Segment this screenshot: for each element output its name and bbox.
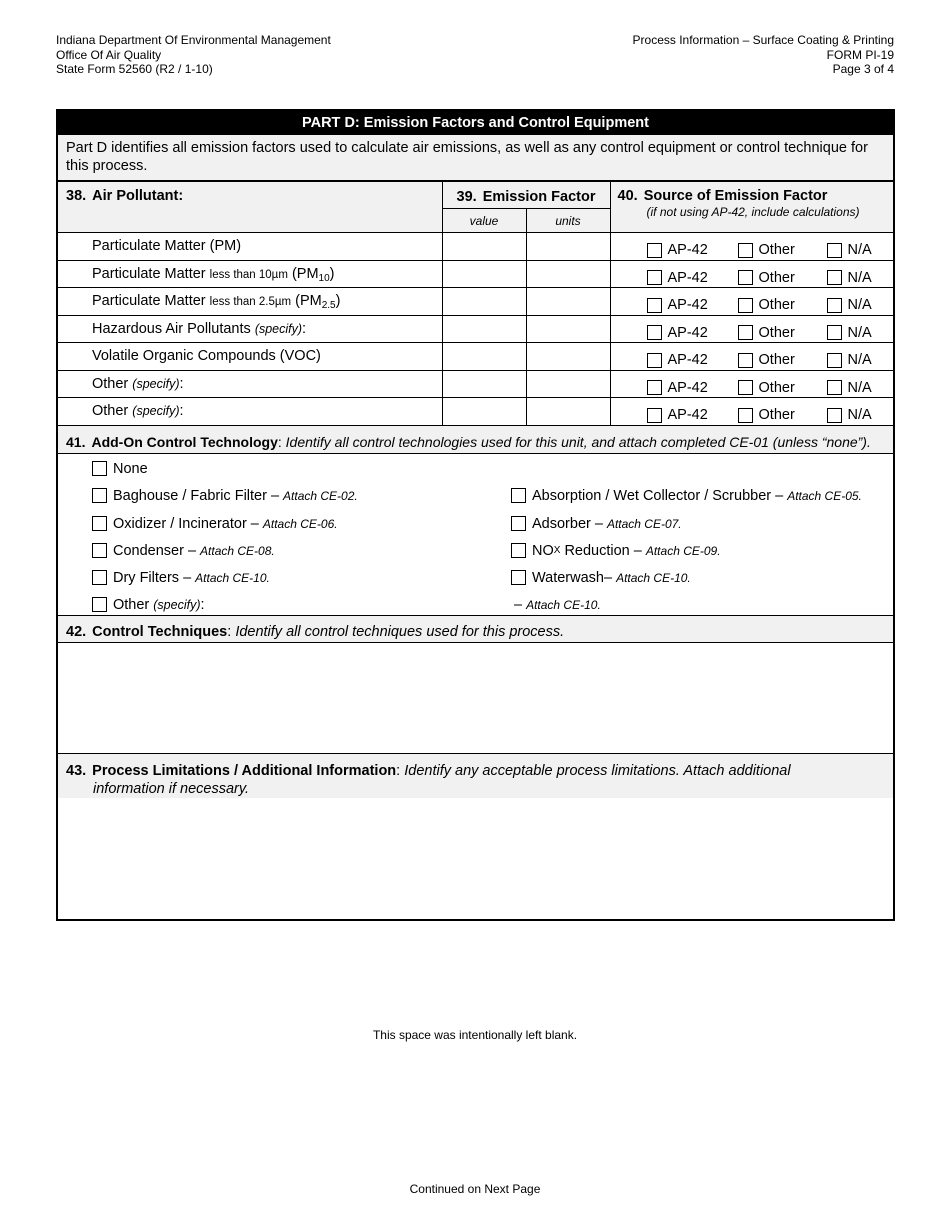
oxidizer-checkbox[interactable] bbox=[92, 516, 107, 531]
emission-factor-units-cell[interactable] bbox=[526, 398, 610, 426]
ap42-option[interactable]: AP-42 bbox=[647, 270, 708, 286]
dry-filters-checkbox[interactable] bbox=[92, 570, 107, 585]
control-techniques-field[interactable] bbox=[58, 643, 893, 753]
header-left bbox=[56, 33, 331, 77]
other-option[interactable]: Other bbox=[738, 325, 795, 341]
control-option-condenser[interactable]: Condenser – Attach CE-08. bbox=[92, 543, 275, 559]
na-checkbox[interactable] bbox=[827, 380, 842, 395]
waterwash-checkbox[interactable] bbox=[511, 570, 526, 585]
emission-factor-units-cell[interactable] bbox=[526, 233, 610, 261]
emission-factor-value-cell[interactable] bbox=[442, 260, 526, 288]
nox-reduction-checkbox[interactable] bbox=[511, 543, 526, 558]
table-row bbox=[58, 315, 893, 343]
pollutant-name: Particulate Matter less than 2.5µm $(PM_{2.5})$ bbox=[58, 288, 442, 316]
na-checkbox[interactable] bbox=[827, 325, 842, 340]
na-option[interactable]: N/A bbox=[827, 270, 872, 286]
ap42-option[interactable]: AP-42 bbox=[647, 325, 708, 341]
col-value-subheader: value bbox=[442, 209, 526, 233]
emission-factor-value-cell[interactable] bbox=[442, 233, 526, 261]
header-office: Office Of Air Quality bbox=[56, 47, 162, 62]
col-emission-factor-header: 39. Emission Factor bbox=[442, 182, 610, 209]
emission-factor-units-cell[interactable] bbox=[526, 343, 610, 371]
section-43-instructions-cont: information if necessary. bbox=[93, 780, 250, 797]
control-option-absorption[interactable]: Absorption / Wet Collector / Scrubber – Attach CE-05. bbox=[511, 488, 862, 504]
emission-factor-table bbox=[58, 181, 893, 426]
emission-factor-value-cell[interactable] bbox=[442, 288, 526, 316]
header-form-number: FORM PI-19 bbox=[826, 47, 894, 62]
emission-factor-units-cell[interactable] bbox=[526, 260, 610, 288]
table-row bbox=[58, 260, 893, 288]
header-page-number: Page 3 of 4 bbox=[832, 62, 894, 76]
other-option[interactable]: Other bbox=[738, 380, 795, 396]
table-row bbox=[58, 288, 893, 316]
ap42-checkbox[interactable] bbox=[647, 408, 662, 423]
ap42-option[interactable]: AP-42 bbox=[647, 407, 708, 423]
section-43-instructions: Identify any acceptable process limitations. Attach additional bbox=[404, 762, 791, 779]
control-option-dry-filters[interactable]: Dry Filters – Attach CE-10. bbox=[92, 570, 270, 586]
control-option-waterwash[interactable]: Waterwash– Attach CE-10. bbox=[511, 570, 691, 586]
control-option-adsorber[interactable]: Adsorber – Attach CE-07. bbox=[511, 516, 682, 532]
na-option[interactable]: N/A bbox=[827, 242, 872, 258]
other-option[interactable]: Other bbox=[738, 352, 795, 368]
other-checkbox[interactable] bbox=[738, 408, 753, 423]
na-checkbox[interactable] bbox=[827, 298, 842, 313]
col-source-header: 40. Source of Emission Factor (if not using AP-42, include calculations) bbox=[610, 182, 893, 233]
col-air-pollutant-header: 38. Air Pollutant: bbox=[58, 182, 442, 233]
emission-factor-value-cell[interactable] bbox=[442, 343, 526, 371]
ap42-option[interactable]: AP-42 bbox=[647, 242, 708, 258]
control-option-other[interactable]: Other (specify) : bbox=[92, 597, 205, 613]
process-limitations-field[interactable] bbox=[58, 798, 893, 916]
ap42-option[interactable]: AP-42 bbox=[647, 380, 708, 396]
emission-factor-value-cell[interactable] bbox=[442, 398, 526, 426]
section-41-title: Add-On Control Technology bbox=[91, 433, 278, 450]
emission-factor-value-cell[interactable] bbox=[442, 315, 526, 343]
header-right bbox=[633, 33, 894, 77]
source-options bbox=[610, 233, 893, 261]
section-43-header: 43. Process Limitations / Additional Information: Identify any acceptable process limitations. Attach additional information if necessary. bbox=[58, 753, 893, 798]
control-option-nox-reduction[interactable]: NO X Reduction – Attach CE-09. bbox=[511, 543, 721, 559]
part-d-intro: Part D identifies all emission factors used to calculate air emissions, as well as any control equipment or control technique for this process. bbox=[58, 135, 893, 181]
na-checkbox[interactable] bbox=[827, 408, 842, 423]
pollutant-name: Other (specify): bbox=[58, 370, 442, 398]
other-option[interactable]: Other bbox=[738, 242, 795, 258]
none-checkbox[interactable] bbox=[92, 461, 107, 476]
pollutant-name: Volatile Organic Compounds (VOC) bbox=[58, 343, 442, 371]
emission-factor-units-cell[interactable] bbox=[526, 370, 610, 398]
ap42-checkbox[interactable] bbox=[647, 325, 662, 340]
other-attach-note: – Attach CE-10. bbox=[514, 596, 601, 613]
source-options bbox=[610, 343, 893, 371]
header-form-title: Process Information – Surface Coating & Printing bbox=[632, 33, 894, 47]
baghouse-checkbox[interactable] bbox=[92, 488, 107, 503]
pollutant-name: Hazardous Air Pollutants (specify): bbox=[58, 315, 442, 343]
table-row bbox=[58, 370, 893, 398]
ap42-checkbox[interactable] bbox=[647, 270, 662, 285]
na-option[interactable]: N/A bbox=[827, 325, 872, 341]
col-source-note: (if not using AP-42, include calculations) bbox=[646, 205, 860, 219]
ap42-option[interactable]: AP-42 bbox=[647, 352, 708, 368]
part-d-title: PART D: Emission Factors and Control Equipment bbox=[58, 111, 893, 135]
emission-factor-value-cell[interactable] bbox=[442, 370, 526, 398]
emission-factor-units-cell[interactable] bbox=[526, 288, 610, 316]
na-option[interactable]: N/A bbox=[827, 352, 872, 368]
table-row bbox=[58, 398, 893, 426]
source-options bbox=[610, 260, 893, 288]
control-option-baghouse[interactable]: Baghouse / Fabric Filter – Attach CE-02. bbox=[92, 488, 358, 504]
na-option[interactable]: N/A bbox=[827, 380, 872, 396]
section-42-title: Control Techniques bbox=[92, 623, 228, 640]
section-42-header: 42. Control Techniques: Identify all control techniques used for this process. bbox=[58, 615, 893, 643]
na-checkbox[interactable] bbox=[827, 270, 842, 285]
control-option-none[interactable]: None bbox=[92, 461, 148, 477]
control-option-oxidizer[interactable]: Oxidizer / Incinerator – Attach CE-06. bbox=[92, 516, 338, 532]
header-form-id: State Form 52560 (R2 / 1-10) bbox=[56, 62, 213, 76]
continued-note: Continued on Next Page bbox=[409, 1182, 541, 1196]
part-d-form bbox=[56, 109, 895, 921]
section-41-instructions: Identify all control technologies used for this unit, and attach completed CE-01 (unless “none”). bbox=[285, 433, 871, 450]
other-option[interactable]: Other bbox=[738, 297, 795, 313]
absorption-checkbox[interactable] bbox=[511, 488, 526, 503]
other-checkbox[interactable] bbox=[738, 353, 753, 368]
na-option[interactable]: N/A bbox=[827, 407, 872, 423]
na-checkbox[interactable] bbox=[827, 353, 842, 368]
ap42-checkbox[interactable] bbox=[647, 380, 662, 395]
pollutant-name: Particulate Matter (PM) bbox=[58, 233, 442, 261]
other-option[interactable]: Other bbox=[738, 407, 795, 423]
source-options bbox=[610, 370, 893, 398]
section-43-title: Process Limitations / Additional Information bbox=[92, 762, 397, 779]
other-option[interactable]: Other bbox=[738, 270, 795, 286]
condenser-checkbox[interactable] bbox=[92, 543, 107, 558]
other-checkbox[interactable] bbox=[738, 243, 753, 258]
section-42-instructions: Identify all control techniques used for this process. bbox=[235, 623, 565, 640]
source-options bbox=[610, 288, 893, 316]
other-control-checkbox[interactable] bbox=[92, 597, 107, 612]
ap42-checkbox[interactable] bbox=[647, 243, 662, 258]
emission-factor-units-cell[interactable] bbox=[526, 315, 610, 343]
table-row bbox=[58, 233, 893, 261]
adsorber-checkbox[interactable] bbox=[511, 516, 526, 531]
other-checkbox[interactable] bbox=[738, 380, 753, 395]
table-row bbox=[58, 343, 893, 371]
ap42-checkbox[interactable] bbox=[647, 353, 662, 368]
source-options bbox=[610, 315, 893, 343]
na-checkbox[interactable] bbox=[827, 243, 842, 258]
control-technology-list bbox=[58, 454, 893, 615]
pollutant-name: Other (specify): bbox=[58, 398, 442, 426]
other-checkbox[interactable] bbox=[738, 298, 753, 313]
na-option[interactable]: N/A bbox=[827, 297, 872, 313]
ap42-option[interactable]: AP-42 bbox=[647, 297, 708, 313]
header-agency: Indiana Department Of Environmental Management bbox=[56, 33, 331, 47]
blank-space-note: This space was intentionally left blank. bbox=[372, 1028, 578, 1042]
section-41-header: 41. Add-On Control Technology: Identify all control technologies used for this unit, and attach completed CE-01 (unless “none”). bbox=[58, 426, 893, 454]
other-checkbox[interactable] bbox=[738, 270, 753, 285]
pollutant-name: Particulate Matter less than 10µm $(PM_{10})$ bbox=[58, 260, 442, 288]
source-options bbox=[610, 398, 893, 426]
ap42-checkbox[interactable] bbox=[647, 298, 662, 313]
other-checkbox[interactable] bbox=[738, 325, 753, 340]
col-units-subheader: units bbox=[526, 209, 610, 233]
